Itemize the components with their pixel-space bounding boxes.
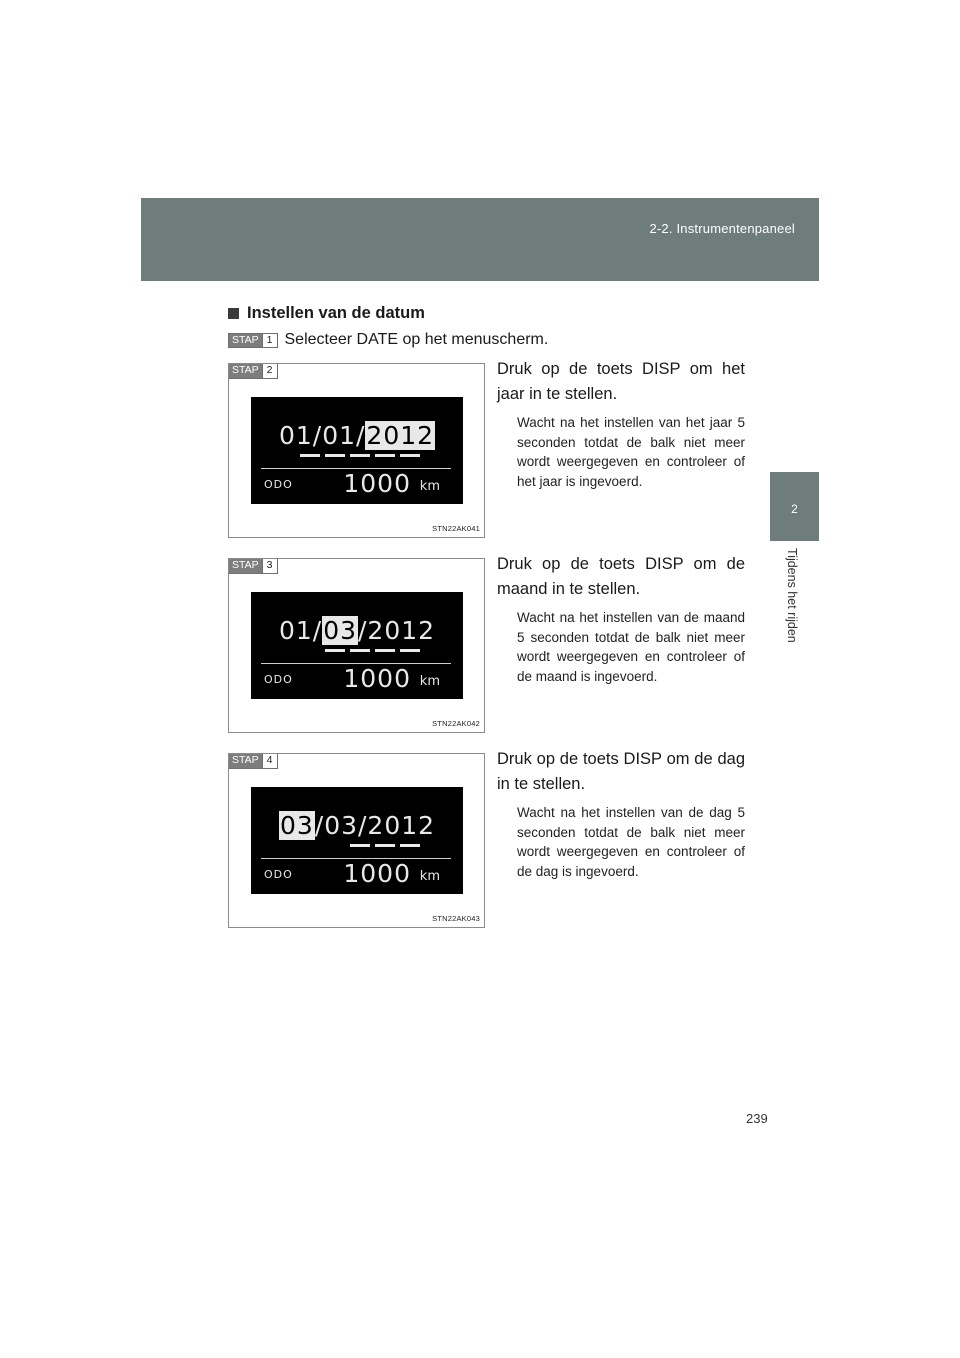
odo-label: ODO [264, 673, 293, 686]
step-tag-number: 1 [262, 334, 277, 347]
setting-bar [350, 649, 370, 652]
step-tag-word: STAP [229, 334, 262, 347]
step-3-note: Wacht na het instellen van de maand 5 seconden totdat de balk niet meer wordt weergegeven en controleer of de maand is ingevoerd. [517, 610, 745, 684]
setting-bar [350, 844, 370, 847]
section-heading [228, 304, 425, 323]
chapter-number: 2 [791, 502, 798, 516]
setting-bar [325, 649, 345, 652]
setting-bar [400, 844, 420, 847]
multi-information-display [251, 397, 463, 504]
setting-bar [400, 649, 420, 652]
odo-unit: km [419, 674, 440, 689]
header-band [141, 198, 819, 281]
step-4-note: Wacht na het instellen van de dag 5 seconden totdat de balk niet meer wordt weergegeven en controleer of de dag is ingevoerd. [517, 805, 745, 879]
setting-bar [400, 454, 420, 457]
section-heading-text: Instellen van de datum [247, 304, 425, 322]
setting-bar [325, 454, 345, 457]
figure-code: STN22AK043 [432, 914, 480, 923]
odo-unit: km [419, 479, 440, 494]
step-tag [229, 559, 278, 574]
running-header: 2-2. Instrumentenpaneel [649, 221, 795, 236]
date-part: 01/ [278, 616, 323, 645]
step-tag-number: 3 [262, 559, 277, 573]
date-highlighted-part: 03 [279, 811, 314, 840]
odo-value: 1000 [343, 469, 411, 498]
date-highlighted-part: 2012 [366, 421, 435, 450]
step-tag [228, 333, 278, 348]
setting-bar [350, 454, 370, 457]
display-date [251, 811, 463, 840]
step-3-figure [228, 558, 485, 733]
step-tag [229, 754, 278, 769]
chapter-tab [770, 472, 819, 541]
chapter-label [784, 548, 804, 668]
step-tag-word: STAP [229, 364, 262, 378]
step-2-note: Wacht na het instellen van het jaar 5 seconden totdat de balk niet meer wordt weergegeven en controleer of het jaar is ingevoerd. [517, 415, 745, 489]
odo-unit: km [419, 869, 440, 884]
figure-code: STN22AK042 [432, 719, 480, 728]
display-date [251, 421, 463, 450]
multi-information-display [251, 787, 463, 894]
display-date [251, 616, 463, 645]
setting-bar [375, 649, 395, 652]
step-tag-number: 2 [262, 364, 277, 378]
step-text: Selecteer DATE op het menuscherm. [284, 331, 549, 348]
odo-value: 1000 [343, 664, 411, 693]
date-part: /2012 [358, 616, 436, 645]
chapter-label-text: Tijdens het rijden [785, 548, 799, 643]
step-3-instruction: Druk op de toets DISP om de maand in te stellen. [497, 555, 745, 598]
step-2-instruction: Druk op de toets DISP om het jaar in te stellen. [497, 360, 745, 403]
step-1 [228, 331, 548, 349]
step-tag-number: 4 [262, 754, 277, 768]
square-bullet-icon [228, 308, 239, 319]
setting-bar [375, 454, 395, 457]
figure-code: STN22AK041 [432, 524, 480, 533]
setting-bar [300, 454, 320, 457]
step-tag-word: STAP [229, 754, 262, 768]
odo-value: 1000 [343, 859, 411, 888]
date-highlighted-part: 03 [323, 616, 357, 645]
step-4-instruction: Druk op de toets DISP om de dag in te stellen. [497, 750, 745, 793]
step-tag [229, 364, 278, 379]
step-tag-word: STAP [229, 559, 262, 573]
step-4-figure [228, 753, 485, 928]
step-2-figure [228, 363, 485, 538]
setting-bar [375, 844, 395, 847]
date-part: 01/01/ [278, 421, 366, 450]
page-number: 239 [746, 1111, 768, 1126]
odo-label: ODO [264, 478, 293, 491]
date-part: /03/2012 [314, 811, 436, 840]
odo-label: ODO [264, 868, 293, 881]
multi-information-display [251, 592, 463, 699]
